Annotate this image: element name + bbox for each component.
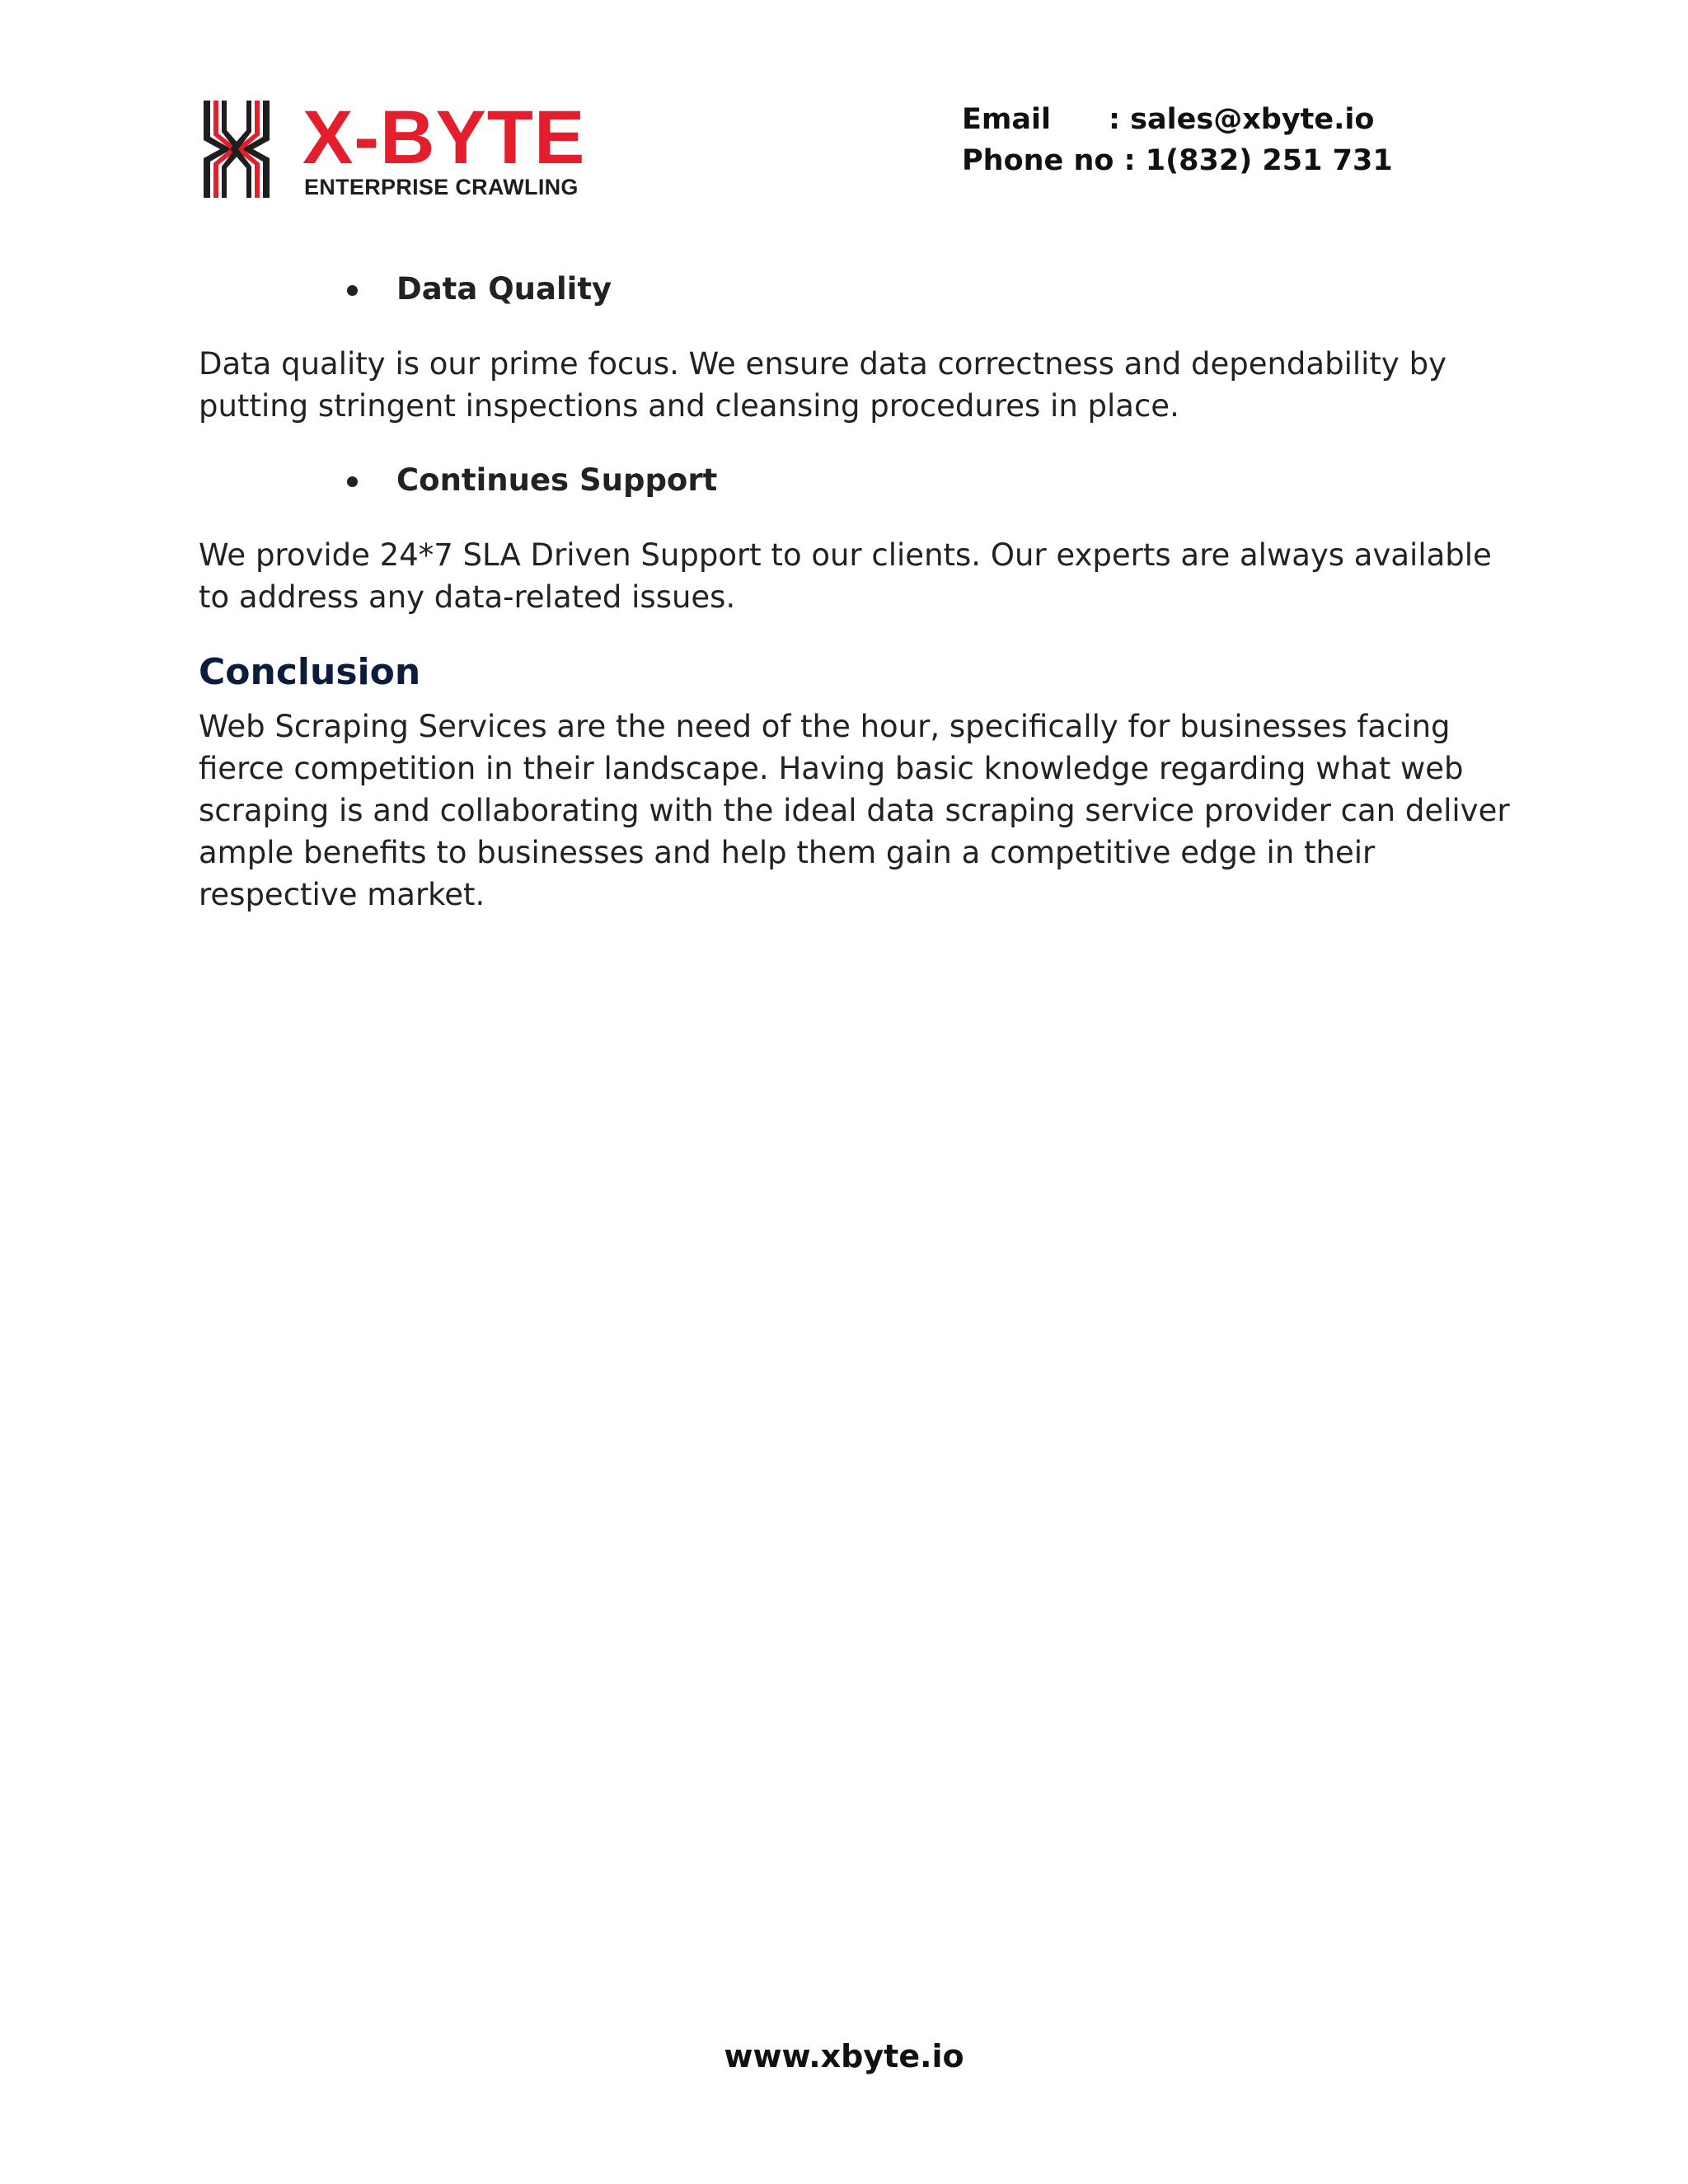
- email-value[interactable]: : sales@xbyte.io: [1109, 103, 1375, 136]
- contact-email-row: [962, 99, 1393, 140]
- paragraph-conclusion: Web Scraping Services are the need of the hour, specifically for businesses facing fierce competition in their landscape. Having basic knowledge regarding what web scraping is and collaborating with the ideal data scraping service provider can deliver ample benefits to businesses and help them gain a competitive edge in their respective market.: [199, 709, 1510, 912]
- company-logo: [202, 96, 589, 199]
- logo-brand-name: X-BYTE: [302, 96, 586, 180]
- phone-label: Phone no :: [962, 144, 1136, 177]
- bullet-data-quality: [199, 269, 1517, 310]
- paragraph-data-quality: Data quality is our prime focus. We ensure data correctness and dependability by putting stringent inspections and cleansing procedures in place.: [199, 346, 1447, 424]
- footer-website-link[interactable]: www.xbyte.io: [724, 2038, 964, 2074]
- paragraph-continues-support: We provide 24*7 SLA Driven Support to our clients. Our experts are always available to address any data-related issues.: [199, 537, 1492, 615]
- bullet-continues-support: [199, 460, 1517, 501]
- contact-phone-row: [962, 140, 1393, 181]
- x-byte-logo-icon: [202, 101, 271, 198]
- bullet-dot-icon: [347, 285, 358, 296]
- logo-tagline: ENTERPRISE CRAWLING: [304, 175, 579, 199]
- section-heading-conclusion: Conclusion: [199, 651, 421, 693]
- contact-info: [962, 99, 1393, 181]
- document-body: [199, 269, 1517, 916]
- phone-value[interactable]: 1(832) 251 731: [1145, 144, 1393, 177]
- bullet-dot-icon: [347, 476, 358, 487]
- bullet-title: Continues Support: [396, 462, 718, 498]
- email-label: Email: [962, 103, 1051, 136]
- bullet-title: Data Quality: [396, 271, 612, 307]
